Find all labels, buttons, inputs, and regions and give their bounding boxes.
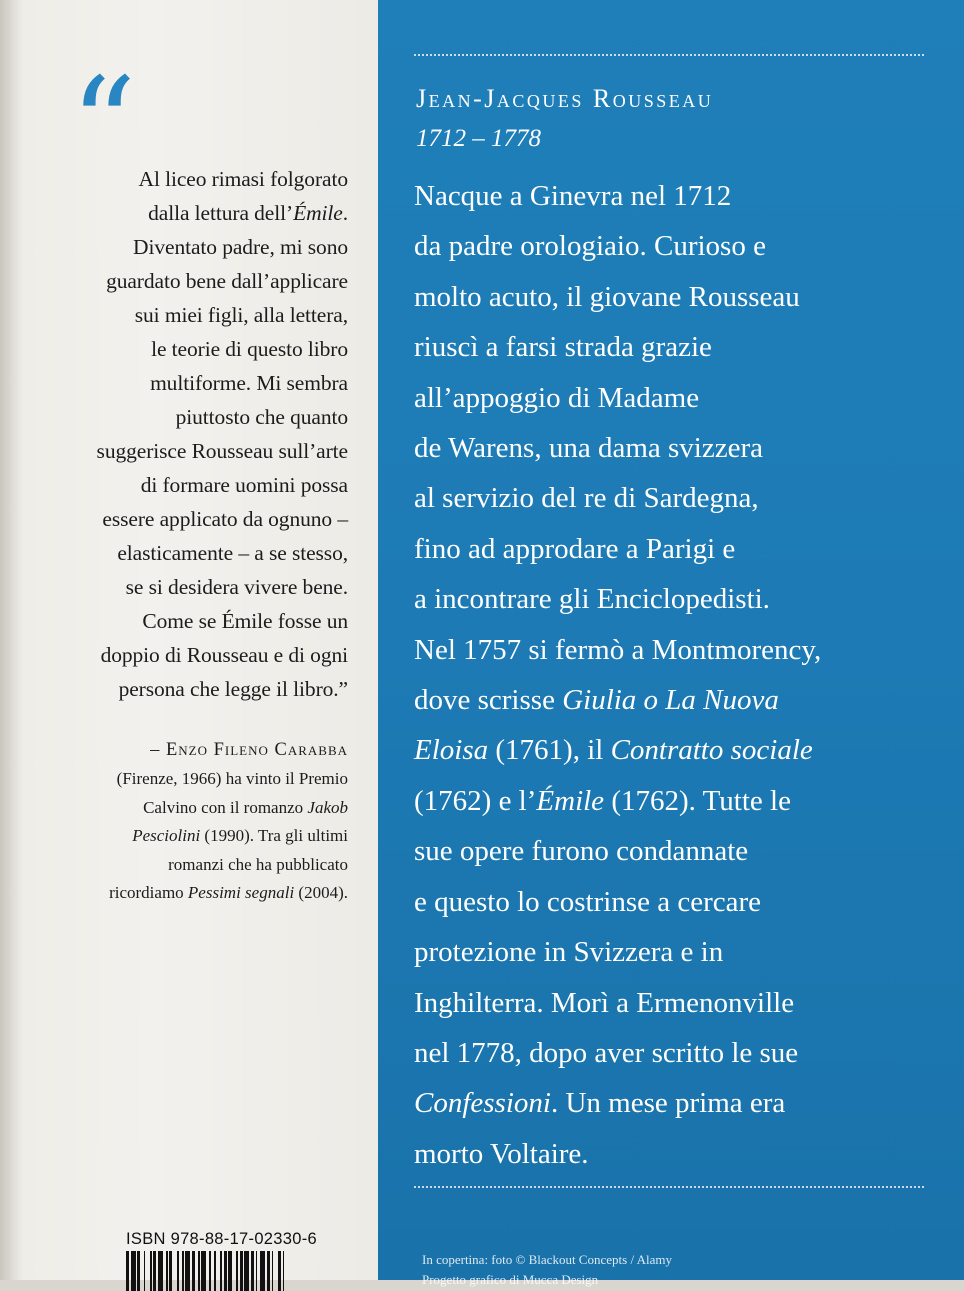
barcode-bar — [185, 1251, 190, 1291]
barcode-bar — [198, 1251, 200, 1291]
barcode-bar — [201, 1251, 206, 1291]
text-line: romanzi che ha pubblicato — [168, 854, 348, 874]
barcode-bar — [240, 1251, 243, 1291]
barcode-bar — [131, 1251, 136, 1291]
barcode-bar — [283, 1251, 285, 1291]
italic-title: Confessioni — [414, 1087, 551, 1120]
text-line: sue opere furono condannate — [414, 835, 749, 868]
italic-title: Émile — [536, 784, 605, 817]
barcode-bar — [244, 1251, 249, 1291]
barcode-bar — [166, 1251, 168, 1291]
barcode-bar — [272, 1251, 274, 1291]
italic-title: Pesciolini — [132, 826, 201, 845]
barcode-bar — [192, 1251, 195, 1291]
text-line: se si desidera vivere bene. — [125, 575, 348, 599]
dotted-divider-top — [414, 54, 924, 56]
italic-title: Pessimi segnali — [187, 883, 295, 902]
barcode-bars-icon — [126, 1251, 366, 1291]
barcode-bar — [228, 1251, 231, 1291]
text-line: Inghilterra. Morì a Ermenonville — [414, 986, 795, 1019]
barcode-bar — [182, 1251, 184, 1291]
barcode-bar — [278, 1251, 281, 1291]
barcode-bar — [158, 1251, 163, 1291]
italic-title: Jakob — [307, 797, 348, 817]
text-line: sui miei figli, alla lettera, — [134, 303, 348, 327]
barcode-bar — [260, 1251, 265, 1291]
author-name: – Enzo Fileno Carabba — [150, 740, 348, 760]
barcode-bar — [209, 1251, 211, 1291]
biography-dates: 1712 – 1778 — [416, 125, 541, 152]
biography-text — [414, 171, 944, 1179]
barcode-bar — [177, 1251, 179, 1291]
text-line: persona che legge il libro.” — [118, 677, 348, 701]
barcode-bar — [236, 1251, 238, 1291]
quotation-mark-icon: “ — [70, 49, 137, 201]
credit-line: In copertina: foto © Blackout Concepts / Alamy — [422, 1252, 672, 1267]
text-line: e questo lo costrinse a cercare — [414, 885, 762, 918]
barcode-bar — [256, 1251, 258, 1291]
text-line: al servizio del re di Sardegna, — [414, 482, 759, 515]
italic-title: Giulia o La Nuova — [562, 684, 779, 717]
isbn-number: ISBN 978-88-17-02330-6 — [126, 1230, 317, 1248]
text-line: Calvino con il romanzo Jakob — [143, 797, 348, 817]
barcode-bar — [214, 1251, 216, 1291]
italic-title: Eloisa — [414, 734, 489, 767]
dotted-divider-bottom — [414, 1186, 924, 1188]
back-cover-right-panel — [378, 0, 964, 1287]
text-line: di formare uomini possa — [140, 473, 348, 497]
barcode-bar — [137, 1251, 140, 1291]
text-line: ricordiamo Pessimi segnali (2004). — [109, 883, 348, 902]
text-line: suggerisce Rousseau sull’arte — [96, 439, 348, 463]
text-line: Al liceo rimasi folgorato — [138, 167, 348, 191]
cover-credits — [422, 1250, 672, 1290]
biography-title: Jean-Jacques Rousseau — [416, 84, 714, 113]
text-line: doppio di Rousseau e di ogni — [100, 643, 348, 667]
text-line: da padre orologiaio. Curioso e — [414, 230, 766, 263]
isbn-barcode — [126, 1230, 366, 1291]
barcode-bar — [169, 1251, 172, 1291]
barcode-bar — [144, 1251, 146, 1291]
barcode-bar — [267, 1251, 270, 1291]
text-line: (1762) e l’Émile (1762). Tutte le — [414, 784, 791, 817]
credit-line: Progetto grafico di Mucca Design — [422, 1272, 599, 1287]
text-line: dalla lettura dell’Émile. — [148, 201, 348, 225]
text-line: Pesciolini (1990). Tra gli ultimi — [132, 826, 348, 845]
barcode-bar — [220, 1251, 222, 1291]
text-line: Eloisa (1761), il Contratto sociale — [414, 734, 813, 767]
text-line: multiforme. Mi sembra — [150, 371, 348, 395]
text-line: fino ad approdare a Parigi e — [414, 532, 736, 565]
author-bio — [28, 765, 348, 908]
text-line: elasticamente – a se stesso, — [117, 541, 348, 565]
text-line: Nacque a Ginevra nel 1712 — [414, 180, 732, 212]
text-line: Confessioni. Un mese prima era — [414, 1087, 786, 1120]
back-cover-left-panel — [0, 0, 378, 1280]
barcode-bar — [251, 1251, 254, 1291]
barcode-bar — [153, 1251, 156, 1291]
text-line: (Firenze, 1966) ha vinto il Premio — [116, 769, 348, 788]
barcode-bar — [150, 1251, 152, 1291]
text-line: Nel 1757 si fermò a Montmorency, — [414, 633, 822, 666]
text-line: Come se Émile fosse un — [142, 609, 348, 633]
text-line: all’appoggio di Madame — [414, 381, 700, 414]
text-line: a incontrare gli Enciclopedisti. — [414, 583, 770, 616]
italic-title: Émile — [293, 201, 343, 225]
text-line: riuscì a farsi strada grazie — [414, 331, 712, 364]
text-line: guardato bene dall’applicare — [106, 269, 348, 293]
text-line: dove scrisse Giulia o La Nuova — [414, 684, 779, 717]
text-line: piuttosto che quanto — [175, 405, 348, 429]
testimonial-author — [28, 735, 348, 908]
italic-title: Contratto sociale — [610, 734, 813, 767]
testimonial-quote — [18, 162, 348, 706]
text-line: nel 1778, dopo aver scritto le sue — [414, 1036, 799, 1069]
text-line: morto Voltaire. — [414, 1137, 589, 1170]
barcode-bar — [224, 1251, 227, 1291]
text-line: protezione in Svizzera e in — [414, 936, 724, 969]
text-line: de Warens, una dama svizzera — [414, 432, 763, 465]
text-line: molto acuto, il giovane Rousseau — [414, 280, 800, 313]
text-line: Diventato padre, mi sono — [133, 235, 348, 259]
text-line: essere applicato da ognuno – — [102, 507, 348, 531]
barcode-bar — [126, 1251, 129, 1291]
text-line: le teorie di questo libro — [151, 337, 348, 361]
